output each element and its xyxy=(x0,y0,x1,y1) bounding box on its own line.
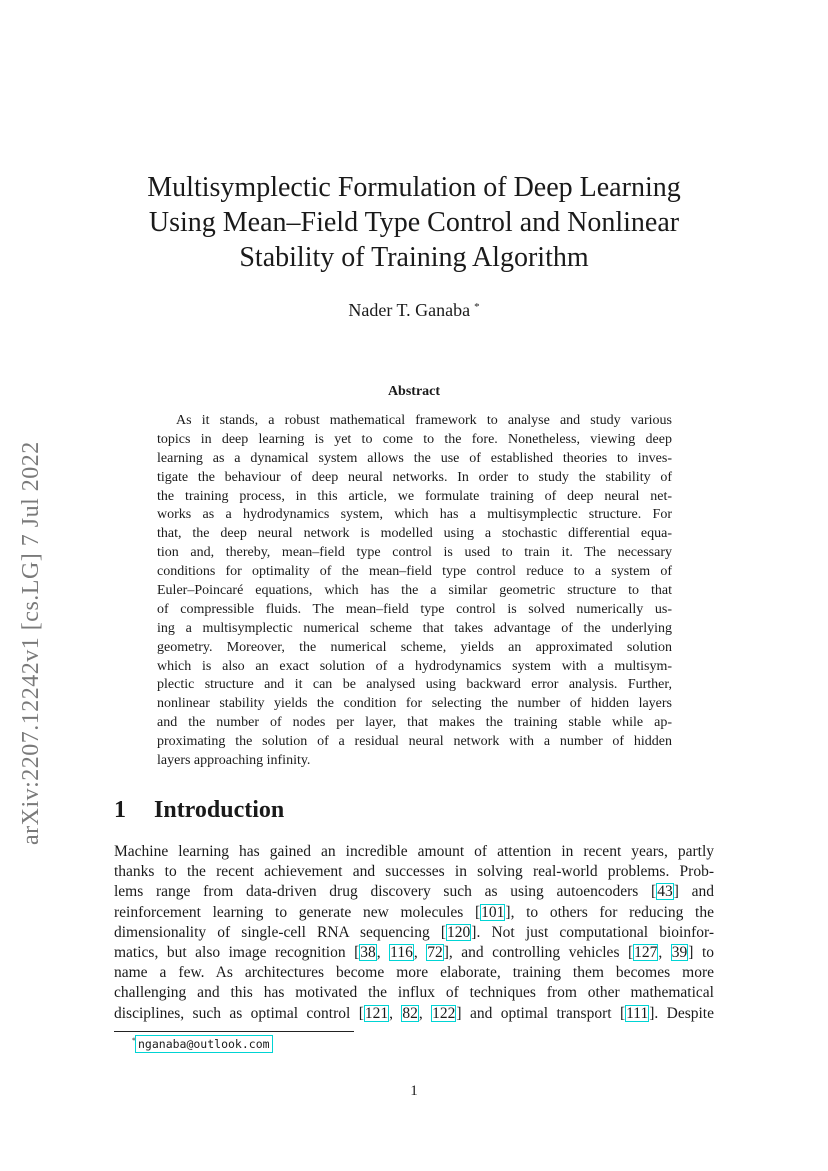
abstract-line: layers approaching infinity. xyxy=(157,753,311,769)
abstract-line: that, the deep neural network is modelled using a stochastic differential equa- xyxy=(157,526,672,542)
citation-link[interactable]: 120 xyxy=(447,923,471,941)
abstract-line: tion and, thereby, mean–field type control is used to train it. The necessary xyxy=(157,545,672,561)
section-number: 1 xyxy=(114,797,126,823)
title-line: Using Mean–Field Type Control and Nonlinear xyxy=(148,207,680,238)
abstract-line: ing a multisymplectic numerical scheme that takes advantage of the underlying xyxy=(157,620,672,636)
abstract-line: topics in deep learning is yet to come to the fore. Nonetheless, viewing deep xyxy=(157,431,672,447)
citation-link[interactable]: 122 xyxy=(432,1004,456,1022)
title-line: Stability of Training Algorithm xyxy=(239,242,589,273)
author-email-link[interactable]: nganaba@outlook.com xyxy=(138,1037,270,1051)
intro-text: matics, but also image recognition xyxy=(114,943,355,961)
intro-text: , and controlling vehicles xyxy=(448,943,628,961)
intro-text: lems range from data-driven drug discovery such as using autoencoders xyxy=(114,883,652,901)
author-footnote-mark[interactable]: * xyxy=(474,301,480,313)
intro-line: dimensionality of single-cell RNA sequencing [120]. Not just computational bioinfor- xyxy=(114,923,714,941)
abstract-heading: Abstract xyxy=(387,384,441,399)
abstract-body xyxy=(157,412,672,771)
footnote-mark: * xyxy=(132,1036,136,1045)
abstract-line: and the number of nodes per layer, that makes the training stable while ap- xyxy=(157,715,672,731)
intro-line xyxy=(114,983,714,1003)
abstract-line: of compressible fluids. The mean–field type control is solved numerically us- xyxy=(157,601,672,617)
abstract-line: which is also an exact solution of a hydrodynamics system with a multisym- xyxy=(157,658,672,674)
abstract-line: conditions for optimality of the mean–field type control reduce to a system of xyxy=(157,564,672,580)
citation-link[interactable]: 38 xyxy=(360,943,376,961)
abstract-line: Euler–Poincaré equations, which has the a similar geometric structure to that xyxy=(157,583,672,599)
intro-text: challenging and this has motivated the influx of techniques from other mathematical xyxy=(114,984,714,1002)
intro-text: , to others for reducing the xyxy=(510,903,714,921)
abstract-line: nonlinear stability yields the condition for selecting the number of hidden layers xyxy=(157,696,672,712)
citation-link[interactable]: 82 xyxy=(402,1004,418,1022)
introduction-body xyxy=(114,842,714,1024)
abstract-line: plectic structure and it can be analysed using backward error analysis. Further, xyxy=(157,677,672,693)
intro-text: disciplines, such as optimal control xyxy=(114,1004,359,1022)
intro-text: . Despite xyxy=(654,1004,714,1022)
intro-line xyxy=(114,963,714,983)
author xyxy=(114,300,714,321)
paper-title xyxy=(114,170,714,275)
citation-link[interactable]: 127 xyxy=(634,943,658,961)
citation-link[interactable]: 39 xyxy=(671,943,688,961)
abstract-line: learning as a dynamical system allows the use of established theories to inves- xyxy=(157,450,672,466)
intro-text: reinforcement learning to generate new molecules xyxy=(114,903,475,921)
intro-line: reinforcement learning to generate new molecules [101], to others for reducing the xyxy=(114,903,714,921)
intro-line: lems range from data-driven drug discovery such as using autoencoders [43] and xyxy=(114,883,714,901)
abstract-line: geometry. Moreover, the numerical scheme, yields an approximated solution xyxy=(157,639,672,655)
title-line: Multisymplectic Formulation of Deep Learning xyxy=(147,172,681,203)
author-name: Nader T. Ganaba xyxy=(348,300,471,320)
abstract-line: tigate the behaviour of deep neural networks. In order to study the stability of xyxy=(157,469,672,485)
footnote xyxy=(132,1036,272,1051)
citation-link[interactable]: 116 xyxy=(390,943,413,961)
intro-text: and xyxy=(678,883,714,901)
intro-text: dimensionality of single-cell RNA sequencing xyxy=(114,923,441,941)
intro-text: to xyxy=(693,943,715,961)
intro-text: . Not just computational bioinfor- xyxy=(476,923,714,941)
arxiv-stamp: arXiv:2207.12242v1 [cs.LG] 7 Jul 2022 xyxy=(18,441,44,845)
intro-text: thanks to the recent achievement and successes in solving real-world problems. Prob- xyxy=(114,863,714,881)
citation-link[interactable]: 43 xyxy=(657,883,673,901)
intro-text: and optimal transport xyxy=(461,1004,620,1022)
page-number: 1 xyxy=(410,1083,418,1099)
section-title: Introduction xyxy=(154,797,285,823)
intro-line: matics, but also image recognition [38, 116, 72], and controlling vehicles [127, 39] to xyxy=(114,943,715,961)
citation-link[interactable]: 101 xyxy=(481,903,505,921)
citation-link[interactable]: 72 xyxy=(427,943,443,961)
footnote-divider xyxy=(114,1031,354,1032)
intro-text: name a few. As architectures become more elaborate, training them becomes more xyxy=(114,964,714,982)
abstract-line: works as a hydrodynamics system, which has a multisymplectic structure. For xyxy=(157,507,672,523)
intro-text: Machine learning has gained an incredible amount of attention in recent years, partly xyxy=(114,843,714,860)
section-heading xyxy=(114,797,284,824)
citation-link[interactable]: 121 xyxy=(364,1004,389,1022)
intro-line: disciplines, such as optimal control [121, 82, 122] and optimal transport [111]. Despite xyxy=(114,1004,714,1022)
intro-line xyxy=(114,842,714,862)
citation-link[interactable]: 111 xyxy=(626,1004,649,1022)
abstract-line: As it stands, a robust mathematical framework to analyse and study various xyxy=(176,413,672,428)
intro-line xyxy=(114,862,714,882)
abstract-line: proximating the solution of a residual neural network with a number of hidden xyxy=(157,734,672,750)
abstract-line: the training process, in this article, we formulate training of deep neural net- xyxy=(157,488,672,504)
